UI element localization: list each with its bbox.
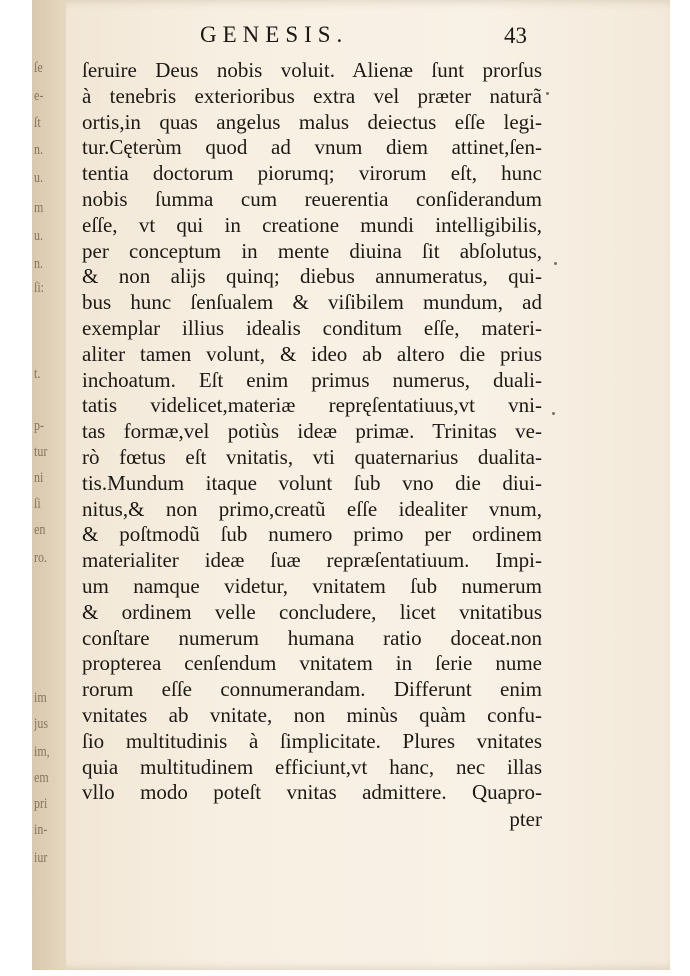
ink-speck	[554, 262, 557, 265]
margin-bleed-14: ſi	[34, 496, 41, 512]
text-line: per conceptum in mente diuina ſit abſolutus,	[82, 238, 542, 263]
margin-bleed-20: em	[34, 770, 49, 786]
text-line: bus hunc ſenſualem & viſibilem mundum, ad	[82, 290, 542, 315]
margin-bleed-19: im,	[34, 744, 50, 760]
page-gutter	[32, 0, 66, 970]
margin-bleed-8: n.	[34, 256, 43, 272]
text-line: conſtare numerum humana ratio doceat.non	[82, 625, 542, 650]
text-line: ortis,in quas angelus malus deiectus eſſe legi-	[82, 109, 542, 134]
margin-bleed-1: ſe	[34, 60, 43, 76]
text-line: & non alijs quinq; diebus annumeratus, qui-	[82, 264, 542, 289]
margin-bleed-21: pri	[34, 796, 48, 812]
margin-bleed-7: u.	[34, 228, 43, 244]
text-line: eſſe, vt qui in creatione mundi intelligibilis,	[82, 212, 542, 237]
margin-bleed-5: u.	[34, 170, 43, 186]
text-line: materialiter ideæ ſuæ repræſentatiuum. Impi-	[82, 548, 542, 573]
text-line: à tenebris exterioribus extra vel præter naturã	[82, 83, 542, 108]
running-title: GENESIS.	[200, 22, 349, 47]
text-line: um namque videtur, vnitatem ſub numerum	[82, 573, 542, 598]
text-line: vnitates ab vnitate, non minùs quàm confu-	[82, 702, 542, 727]
text-line: vllo modo poteſt vnitas admittere. Quapro-	[82, 780, 542, 805]
text-line: inchoatum. Eſt enim primus numerus, duali-	[82, 367, 542, 392]
margin-bleed-17: im	[34, 690, 47, 706]
text-line: tur.Cęterùm quod ad vnum diem attinet,ſen-	[82, 135, 542, 160]
margin-bleed-2: e-	[34, 88, 44, 104]
margin-bleed-6: m	[34, 200, 44, 216]
text-line: ſeruire Deus nobis voluit. Alienæ ſunt prorſus	[82, 58, 542, 82]
book-page	[32, 0, 670, 970]
text-line: & poſtmodũ ſub numero primo per ordinem	[82, 522, 542, 547]
margin-bleed-12: tur	[34, 444, 48, 460]
text-line: nitus,& non primo,creatũ eſſe idealiter vnum,	[82, 496, 542, 521]
text-line: exemplar illius idealis conditum eſſe, materi-	[82, 315, 542, 340]
text-line: nobis ſumma cum reuerentia conſiderandum	[82, 186, 542, 211]
body-text	[82, 58, 542, 832]
ink-speck	[552, 412, 555, 415]
margin-bleed-10: t.	[34, 366, 41, 382]
text-line: propterea cenſendum vnitatem in ſerie nume	[82, 651, 542, 676]
text-line: quia multitudinem efficiunt,vt hanc, nec illas	[82, 754, 542, 779]
ink-speck	[546, 92, 549, 95]
text-line: tentia doctorum piorumq; virorum eſt, hunc	[82, 161, 542, 186]
margin-bleed-22: in-	[34, 822, 48, 838]
margin-bleed-9: ſi:	[34, 280, 45, 296]
margin-bleed-3: ſt	[34, 115, 41, 131]
margin-bleed-13: ni	[34, 470, 44, 486]
margin-bleed-11: p-	[34, 418, 44, 434]
text-line: ſio multitudinis à ſimplicitate. Plures vnitates	[82, 728, 542, 753]
margin-bleed-23: iur	[34, 850, 48, 866]
text-line: rorum eſſe connumerandam. Differunt enim	[82, 677, 542, 702]
text-line: tis.Mundum itaque volunt ſub vno die diui-	[82, 470, 542, 495]
margin-bleed-18: jus	[34, 716, 49, 732]
margin-bleed-16: ro.	[34, 550, 47, 566]
text-line: rò fœtus eſt vnitatis, vti quaternarius dualita-	[82, 444, 542, 469]
text-line: & ordinem velle concludere, licet vnitatibus	[82, 599, 542, 624]
margin-bleed-15: en	[34, 522, 46, 538]
text-line: tatis videlicet,materiæ repręſentatiuus,vt vni-	[82, 393, 542, 418]
text-line: tas formæ,vel potiùs ideæ primæ. Trinitas ve-	[82, 419, 542, 444]
catchword: pter	[509, 807, 542, 832]
page-number: 43	[504, 23, 527, 48]
margin-bleed-4: n.	[34, 142, 43, 158]
running-header	[32, 22, 670, 52]
text-line: aliter tamen volunt, & ideo ab altero die prius	[82, 341, 542, 366]
